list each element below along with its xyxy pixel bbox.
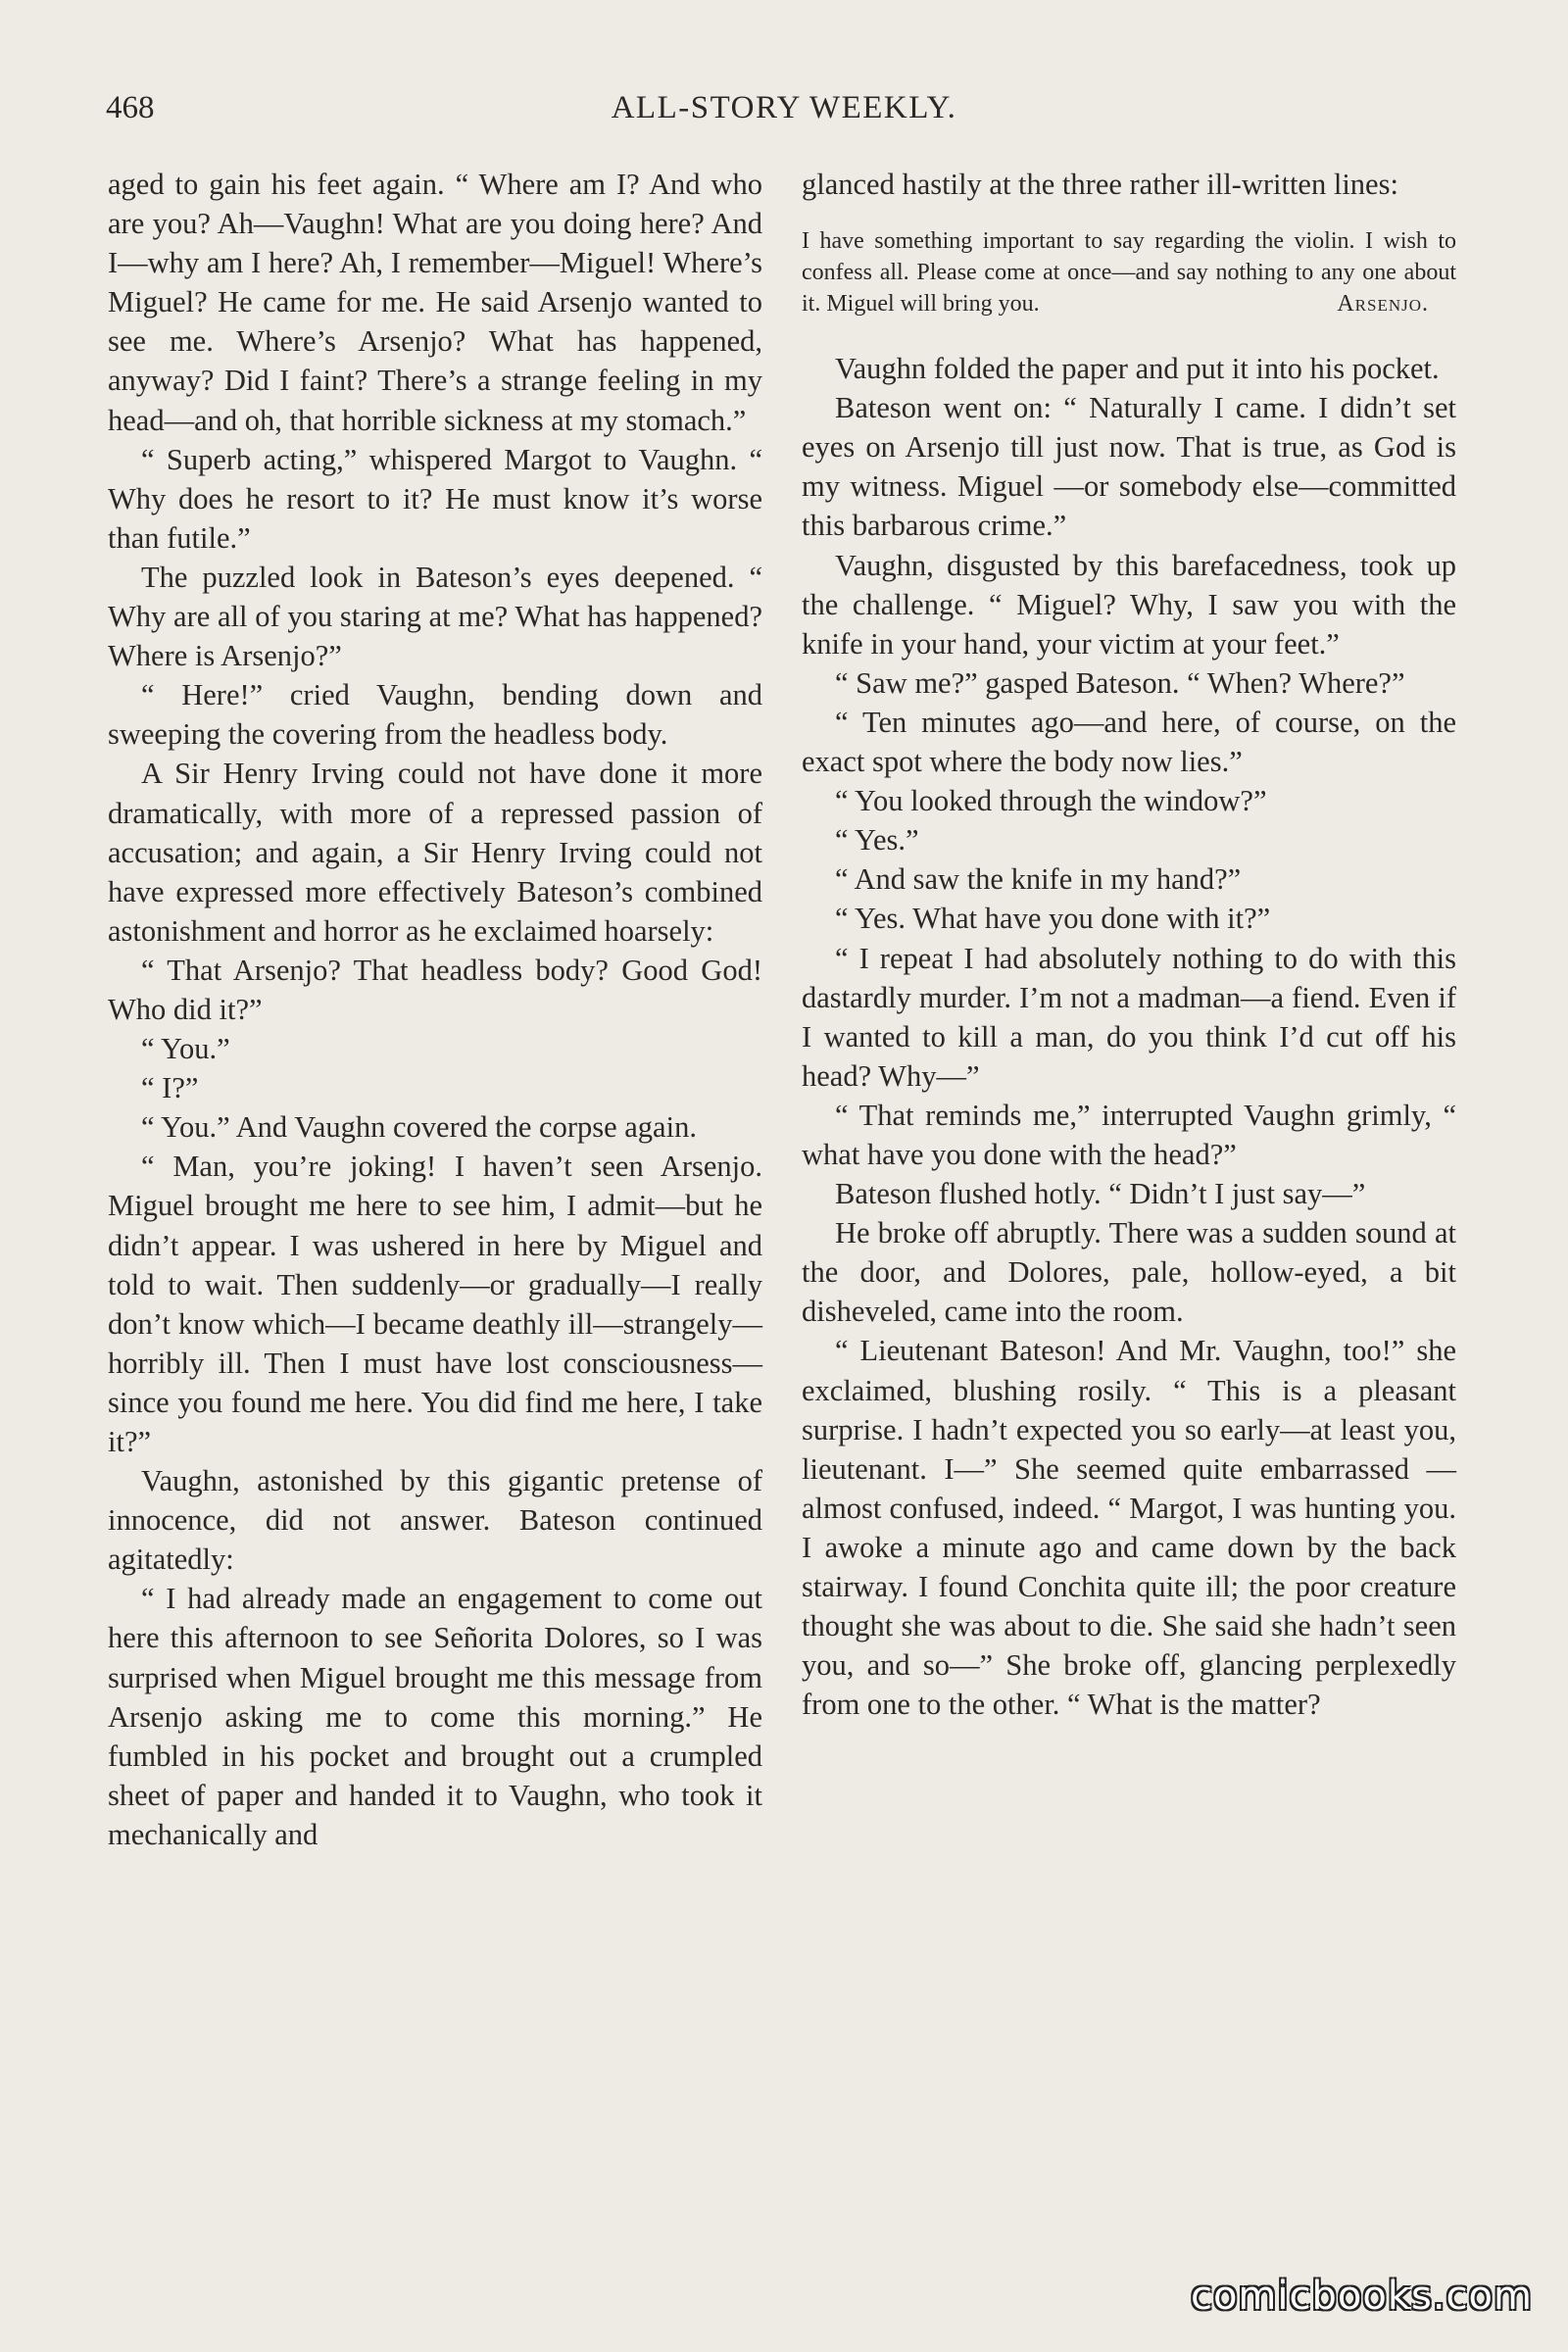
paragraph: “ And saw the knife in my hand?” <box>835 862 1242 897</box>
paragraph: Vaughn, disgusted by this barefacedness, took up the challenge. “ Miguel? Why, I saw you with the knife in your hand, your victim at your feet.” <box>802 548 1456 661</box>
paragraph: “ Yes.” <box>835 823 919 858</box>
paragraph: “ You.” <box>141 1032 230 1066</box>
paragraph: “ I had already made an engagement to come out here this afternoon to see Señorita Dolores, so I was surprised when Miguel brought me this message from Arsenjo asking me to come this morning.” He fumbled in his pocket and brought out a crumpled sheet of paper and handed it to Vaughn, who took it mechanically and <box>108 1582 762 1851</box>
paragraph: “ Lieutenant Bateson! And Mr. Vaughn, too!” she exclaimed, blushing rosily. “ This is a pleasant surprise. I hadn’t expected you so early—at least you, lieutenant. I—” She seemed quite embarrassed — almost confused, indeed. “ Margot, I was hunting you. I awoke a minute ago and came down by the back stairway. I found Conchita quite ill; the poor creature thought she was about to die. She said she hadn’t seen you, and so—” She broke off, glancing perplexedly from one to the other. “ What is the matter? <box>802 1334 1456 1722</box>
paragraph: “ That Arsenjo? That headless body? Good God! Who did it?” <box>108 953 762 1026</box>
page-number: 468 <box>106 90 155 125</box>
paragraph: The puzzled look in Bateson’s eyes deepened. “ Why are all of you staring at me? What has happened? Where is Arsenjo?” <box>108 560 762 673</box>
right-column <box>802 165 1456 1724</box>
paragraph: “ Yes. What have you done with it?” <box>835 902 1271 936</box>
paragraph: “ Ten minutes ago—and here, of course, on the exact spot where the body now lies.” <box>802 705 1456 779</box>
paragraph: Vaughn folded the paper and put it into his pocket. <box>835 352 1440 386</box>
watermark-logo: comicbooks.com <box>1190 2274 1533 2319</box>
paragraph: Bateson went on: “ Naturally I came. I didn’t set eyes on Arsenjo till just now. That is true, as God is my witness. Miguel —or somebody else—committed this barbarous crime.” <box>802 391 1456 543</box>
paragraph: aged to gain his feet again. “ Where am I? And who are you? Ah—Vaughn! What are you doing here? And I—why am I here? Ah, I remember—Miguel! Where’s Miguel? He came for me. He said Arsenjo wanted to see me. Where’s Arsenjo? What has happened, anyway? Did I faint? There’s a strange feeling in my head—and oh, that horrible sickness at my stomach.” <box>108 168 762 437</box>
left-column <box>108 165 762 1854</box>
note-signature: Arsenjo. <box>1337 291 1429 318</box>
paragraph: “ You.” And Vaughn covered the corpse again. <box>141 1110 697 1145</box>
paragraph: Bateson flushed hotly. “ Didn’t I just say—” <box>835 1177 1366 1211</box>
paragraph: “ I repeat I had absolutely nothing to do with this dastardly murder. I’m not a madman—a fiend. Even if I wanted to kill a man, do you think I’d cut off his head? Why—” <box>802 941 1456 1093</box>
paragraph: A Sir Henry Irving could not have done it more dramatically, with more of a repressed passion of accusation; and again, a Sir Henry Irving could not have expressed more effectively Bateson’s combined astonishment and horror as he exclaimed hoarsely: <box>108 757 762 948</box>
running-head <box>106 90 1462 133</box>
paragraph: “ Man, you’re joking! I haven’t seen Arsenjo. Miguel brought me here to see him, I admit—but he didn’t appear. I was ushered in here by Miguel and told to wait. Then suddenly—or gradually—I really don’t know which—I became deathly ill—strangely—horribly ill. Then I must have lost consciousness—since you found me here. You did find me here, I take it?” <box>108 1150 762 1458</box>
paragraph: “ You looked through the window?” <box>835 784 1267 818</box>
paragraph: glanced hastily at the three rather ill-written lines: <box>802 168 1398 201</box>
magazine-title: ALL-STORY WEEKLY. <box>611 90 957 125</box>
paragraph: “ Superb acting,” whispered Margot to Vaughn. “ Why does he resort to it? He must know it’s worse than futile.” <box>108 442 762 555</box>
paragraph: “ Saw me?” gasped Bateson. “ When? Where?” <box>835 665 1405 700</box>
paragraph: “ Here!” cried Vaughn, bending down and sweeping the covering from the headless body. <box>108 678 762 752</box>
paragraph: “ I?” <box>141 1071 199 1105</box>
paragraph: He broke off abruptly. There was a sudden sound at the door, and Dolores, pale, hollow-eyed, a bit disheveled, came into the room. <box>802 1216 1456 1329</box>
paragraph: “ That reminds me,” interrupted Vaughn grimly, “ what have you done with the head?” <box>802 1098 1456 1171</box>
quoted-note <box>802 225 1456 319</box>
note-text: I have something important to say regarding the violin. I wish to confess all. Please come at once—and say nothing to any one about it. Miguel will bring you. <box>802 228 1456 318</box>
paragraph: Vaughn, astonished by this gigantic pretense of innocence, did not answer. Bateson continued agitatedly: <box>108 1464 762 1577</box>
